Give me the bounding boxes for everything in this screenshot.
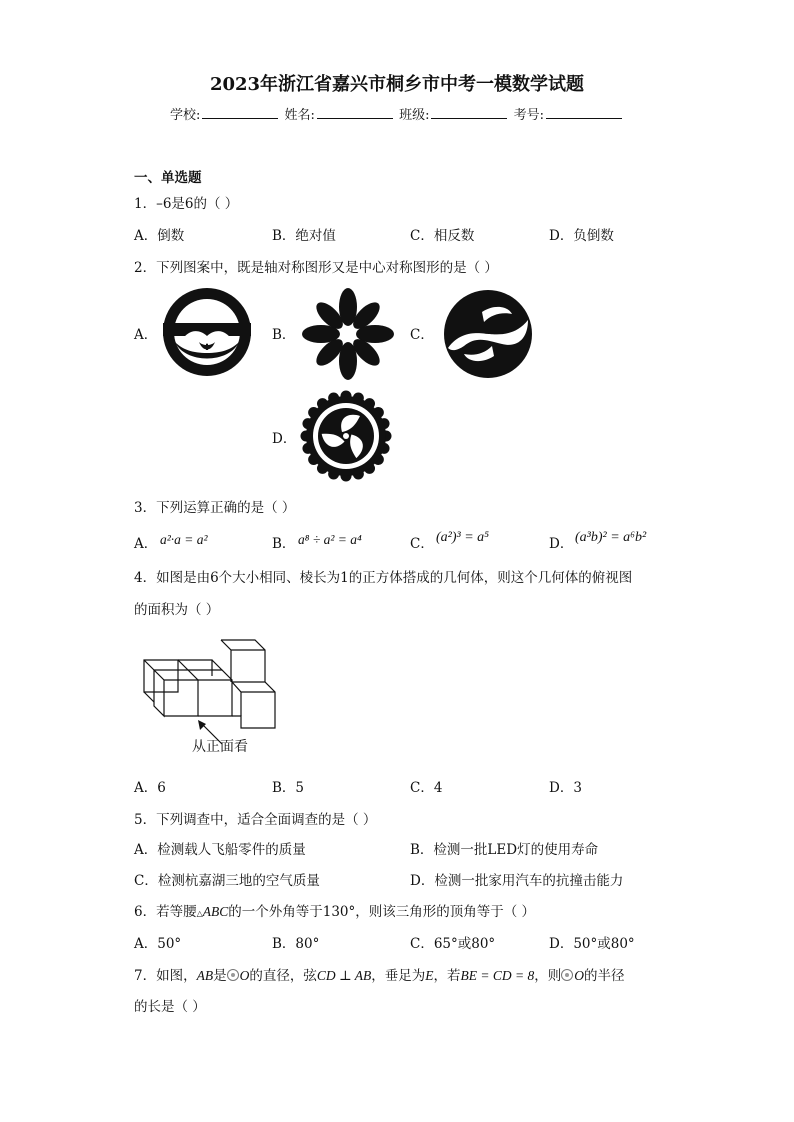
school-label: 学校: [170, 108, 201, 123]
q3-option-d[interactable]: (a³b)² = a⁶b² [575, 530, 647, 545]
q3-option-d-label[interactable]: D． [549, 536, 574, 552]
q6-option-d[interactable]: D．50°或80° [549, 936, 635, 952]
circle-symbol-icon [561, 969, 573, 981]
name-label: 姓名: [284, 108, 315, 123]
q1-stem: 1．–6是6的（ ） [134, 196, 239, 212]
section-heading: 一、单选题 [134, 170, 202, 186]
page-title: 2023年浙江省嘉兴市桐乡市中考一模数学试题 [209, 74, 585, 95]
q5-option-b[interactable]: B．检测一批LED灯的使用寿命 [410, 842, 599, 858]
class-label: 班级: [399, 108, 430, 123]
q3-option-b-label[interactable]: B． [272, 536, 296, 552]
q1-option-a[interactable]: A．倒数 [134, 228, 185, 244]
q3-option-a-label[interactable]: A． [134, 536, 158, 552]
q2-option-b-label[interactable]: B． [272, 327, 296, 343]
q6-stem-a: 6．若等腰 [134, 904, 197, 920]
q1-option-c[interactable]: C．相反数 [410, 228, 475, 244]
gear-seal-icon [300, 390, 392, 482]
triangle-icon: △ [196, 909, 203, 918]
q7-cd-perp: CD ⊥ AB [316, 968, 372, 983]
q3-option-a[interactable]: a²·a = a² [160, 532, 208, 547]
student-info-line [0, 104, 794, 123]
q4-option-d[interactable]: D．3 [549, 780, 582, 796]
q3-stem: 3．下列运算正确的是（ ） [134, 500, 296, 516]
q3-option-c[interactable]: (a²)³ = a⁵ [436, 530, 490, 545]
q7-ab: AB [196, 968, 214, 983]
q7-o: O [239, 968, 250, 983]
q4-stem-line2: 的面积为（ ） [134, 602, 220, 618]
q7-stem-line2: 的长是（ ） [134, 999, 206, 1015]
q4-option-c[interactable]: C．4 [410, 780, 443, 796]
q4-stem-line1: 4．如图是由6个大小相同、棱长为1的正方体搭成的几何体，则这个几何体的俯视图 [134, 570, 633, 586]
q6-stem [134, 900, 535, 920]
q3-option-c-label[interactable]: C． [410, 536, 434, 552]
exam-number-blank[interactable] [546, 106, 622, 119]
q7-text-f: ，则 [534, 968, 562, 984]
q7-text-g: 的半径 [584, 968, 625, 984]
figure-caption: 从正面看 [192, 739, 248, 755]
q7-text-e: ，若 [433, 968, 461, 984]
q7-text-c: 的直径，弦 [249, 968, 317, 984]
q6-option-a[interactable]: A．50° [134, 936, 182, 952]
q6-option-b[interactable]: B．80° [272, 936, 320, 952]
q1-option-d[interactable]: D．负倒数 [549, 228, 614, 244]
leaf-swirl-icon [442, 288, 534, 380]
q5-stem: 5．下列调查中，适合全面调查的是（ ） [134, 812, 377, 828]
flower-icon [300, 286, 396, 382]
q7-e: E [425, 968, 434, 983]
q5-option-c[interactable]: C．检测杭嘉湖三地的空气质量 [134, 873, 320, 889]
q2-option-a-label[interactable]: A． [134, 327, 158, 343]
q7-text-d: ，垂足为 [371, 968, 426, 984]
q1-option-b[interactable]: B．绝对值 [272, 228, 336, 244]
q7-text-b: 是 [213, 968, 227, 984]
q5-option-d[interactable]: D．检测一批家用汽车的抗撞击能力 [410, 873, 624, 889]
q7-text-a: 7．如图， [134, 968, 197, 984]
exam-number-label: 考号: [513, 108, 544, 123]
q5-option-a[interactable]: A．检测载人飞船零件的质量 [134, 842, 306, 858]
q2-option-d-label[interactable]: D． [272, 431, 297, 447]
q2-stem: 2．下列图案中，既是轴对称图形又是中心对称图形的是（ ） [134, 260, 498, 276]
q2-option-c-label[interactable]: C． [410, 327, 434, 343]
name-blank[interactable] [317, 106, 393, 119]
q7-stem-line1 [134, 964, 625, 984]
q6-triangle: ABC [202, 904, 229, 919]
q6-stem-b: 的一个外角等于130°，则该三角形的顶角等于（ ） [228, 904, 536, 920]
emblem-icon [161, 286, 253, 378]
class-blank[interactable] [431, 106, 507, 119]
q7-o-2: O [574, 968, 585, 983]
q4-option-a[interactable]: A．6 [134, 780, 166, 796]
q7-eq: BE = CD = 8 [460, 968, 535, 983]
school-blank[interactable] [202, 106, 278, 119]
circle-symbol-icon [227, 969, 239, 981]
q3-option-b[interactable]: a⁸ ÷ a² = a⁴ [298, 532, 362, 547]
q6-option-c[interactable]: C．65°或80° [410, 936, 496, 952]
q4-option-b[interactable]: B．5 [272, 780, 305, 796]
